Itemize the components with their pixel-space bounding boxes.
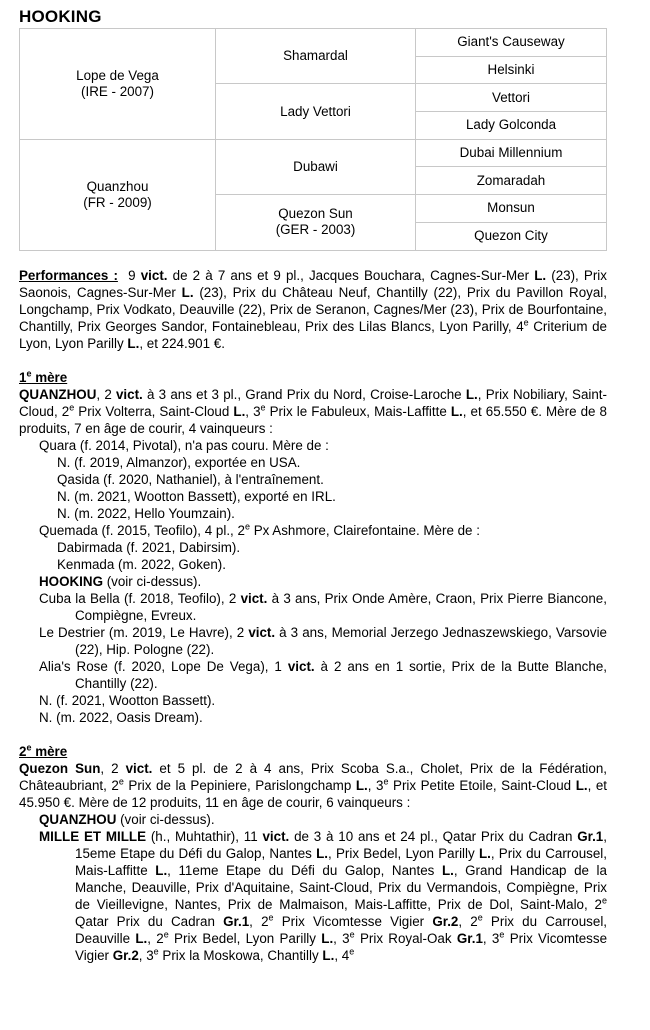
- performances-heading: Performances :: [19, 267, 118, 283]
- ordinal-sup: e: [349, 929, 355, 940]
- m2-t6: , et 45.950 €. Mère de 12 produits, 11 en âge de courir, 6 vainqueurs :: [19, 777, 608, 810]
- dam-name-bold: Quezon Sun: [19, 760, 101, 776]
- m1-t6: Prix le Fabuleux, Mais-Laffitte: [265, 403, 451, 419]
- ordinal-sup: e: [153, 946, 159, 957]
- m2-t1: , 2: [100, 760, 126, 776]
- m1-t7: , et 65.550 €. Mère de 8 produits, 7 en âge de courir, 4 vainqueurs :: [19, 403, 607, 436]
- mille-q: , 3: [482, 930, 500, 946]
- grand-produce-1: N. (f. 2019, Almanzor), exportée en USA.: [57, 454, 301, 470]
- quemada-b: Px Ashmore, Clairefontaine. Mère de :: [249, 522, 480, 538]
- dam-dam-info: (GER - 2003): [275, 222, 356, 238]
- pedigree-dam-sire: Dubawi: [216, 139, 416, 194]
- ordinal-sup: e: [601, 895, 607, 906]
- pedigree-dss: Dubai Millennium: [416, 139, 607, 167]
- pedigree-sire-sire: Shamardal: [216, 29, 416, 84]
- sire-info: (IRE - 2007): [81, 83, 154, 99]
- destrier-b: à 3 ans, Memorial Jerzego Jednaszewskiego, Varsovie (22), Hip. Pologne (22).: [75, 624, 607, 657]
- first-dam-section: [19, 369, 607, 726]
- mille-e: , Prix du Carrousel, Mais-Laffitte: [75, 845, 607, 878]
- produce-alia: [19, 658, 607, 692]
- mille-l: Prix du Carrousel, Deauville: [75, 913, 608, 946]
- produce-quara: Quara (f. 2014, Pivotal), n'a pas couru. Mère de :: [39, 437, 329, 453]
- h-rest: mère: [31, 743, 68, 759]
- performances-text: [19, 267, 607, 352]
- listed-mark: L.: [322, 947, 335, 963]
- m2-t2: et 5 pl. de 2 à 4 ans, Prix Scoba S.a., Cholet, Prix de la Fédération, Châteaubriant, 2: [19, 760, 608, 793]
- quanzhou-rest: (voir ci-dessus).: [116, 811, 215, 827]
- grand-produce-5: Dabirmada (f. 2021, Dabirsim).: [57, 539, 241, 555]
- dam-info: (FR - 2009): [83, 194, 152, 210]
- mille-s: , 3: [138, 947, 154, 963]
- vict-label: vict.: [140, 267, 168, 283]
- produce-n2021: N. (f. 2021, Wootton Bassett).: [39, 692, 216, 708]
- hooking-name: HOOKING: [39, 573, 103, 589]
- mille-h: Qatar Prix du Cadran: [75, 913, 224, 929]
- ordinal-sup: e: [118, 776, 124, 787]
- dam-name: Quanzhou: [86, 178, 149, 194]
- perf-t1: de 2 à 7 ans et 9 pl., Jacques Bouchara, Cagnes-Sur-Mer: [167, 267, 535, 283]
- h-num: 1: [19, 369, 27, 385]
- listed-mark: L.: [135, 930, 148, 946]
- group-mark: Gr.1: [223, 913, 250, 929]
- m2-t3: Prix de la Pepiniere, Parislongchamp: [123, 777, 356, 793]
- horse-title: HOOKING: [19, 7, 102, 26]
- listed-mark: L.: [534, 267, 547, 283]
- ordinal-sup: e: [163, 929, 169, 940]
- listed-mark: L.: [181, 284, 194, 300]
- listed-mark: L.: [355, 777, 368, 793]
- grand-produce-3: N. (m. 2021, Wootton Bassett), exporté en IRL.: [57, 488, 336, 504]
- vict-label: vict.: [262, 828, 290, 844]
- produce-cuba: [19, 590, 607, 624]
- quemada-a: Quemada (f. 2015, Teofilo), 4 pl., 2: [39, 522, 245, 538]
- m2-t4: , 3: [367, 777, 384, 793]
- listed-mark: L.: [155, 862, 168, 878]
- ordinal-sup: e: [69, 402, 75, 413]
- produce-hooking: [19, 573, 607, 590]
- pedigree-table: [19, 28, 607, 251]
- mille-c: , 15eme Etape du Défi du Galop, Nantes: [75, 828, 607, 861]
- mille-r: Prix Vicomtesse Vigier: [75, 930, 608, 963]
- produce-destrier: [19, 624, 607, 658]
- group-mark: Gr.1: [456, 930, 483, 946]
- pedigree-dam: [20, 139, 216, 250]
- pedigree-sire: [20, 29, 216, 140]
- mille-m: , 2: [147, 930, 164, 946]
- perf-t5: , et 224.901 €.: [139, 335, 225, 351]
- vict-label: vict.: [248, 624, 276, 640]
- mille-i: , 2: [249, 913, 269, 929]
- produce-n2022: N. (m. 2022, Oasis Dream).: [39, 709, 203, 725]
- h-sup: e: [26, 742, 32, 753]
- ordinal-sup: e: [523, 317, 529, 328]
- mille-k: , 2: [458, 913, 478, 929]
- listed-mark: L.: [233, 403, 246, 419]
- cuba-a: Cuba la Bella (f. 2018, Teofilo), 2: [39, 590, 241, 606]
- ordinal-sup: e: [477, 912, 483, 923]
- mille-j: Prix Vicomtesse Vigier: [273, 913, 433, 929]
- ordinal-sup: e: [244, 521, 250, 532]
- pedigree-sdd: Lady Golconda: [416, 112, 607, 140]
- m1-t4: Prix Volterra, Saint-Cloud: [74, 403, 234, 419]
- m2-t5: Prix Petite Etoile, Saint-Cloud: [388, 777, 576, 793]
- perf-wins: 9: [128, 267, 136, 283]
- destrier-a: Le Destrier (m. 2019, Le Havre), 2: [39, 624, 249, 640]
- ordinal-sup: e: [499, 929, 505, 940]
- ordinal-sup: e: [349, 946, 355, 957]
- listed-mark: L.: [321, 930, 334, 946]
- sire-name: Lope de Vega: [76, 67, 159, 83]
- ordinal-sup: e: [268, 912, 274, 923]
- performances-section: [19, 267, 607, 352]
- mille-name: MILLE ET MILLE: [39, 828, 147, 844]
- pedigree-sss: Giant's Causeway: [416, 29, 607, 57]
- perf-t3: (23), Prix du Château Neuf, Chantilly (22), Prix du Pavillon Royal, Longchamp, Prix Vodkato, Deauville (22), Prix de Seranon, Cagnes/Mer (23), Prix de Bourfontaine, Chantilly, Prix Georges Sandor, Fontainebleau, Prix des Lilas Blancs, Lyon Parilly, 4: [19, 284, 607, 334]
- mille-o: , 3: [333, 930, 350, 946]
- listed-mark: L.: [441, 862, 454, 878]
- listed-mark: L.: [465, 386, 478, 402]
- produce-quanzhou: [19, 811, 607, 828]
- mille-d: , Prix Bedel, Lyon Parilly: [328, 845, 479, 861]
- dam-name-bold: QUANZHOU: [19, 386, 97, 402]
- mille-g: , Grand Handicap de la Manche, Deauville, Prix d'Aquitaine, Saint-Cloud, Prix du Vermandois, Compiègne, Prix de Vieillevigne, Nantes, Prix de Malmaison, Mais-Laffitte, Prix de Dol, Saint-Malo, 2: [75, 862, 607, 912]
- produce-quemada: [19, 522, 607, 539]
- mille-u: , 4: [334, 947, 350, 963]
- mille-a: (h., Muhtathir), 11: [146, 828, 263, 844]
- h-rest: mère: [31, 369, 68, 385]
- dam-dam-name: Quezon Sun: [278, 206, 353, 222]
- alia-a: Alia's Rose (f. 2020, Lope De Vega), 1: [39, 658, 288, 674]
- vict-label: vict.: [287, 658, 315, 674]
- grand-produce-4: N. (m. 2022, Hello Youmzain).: [57, 505, 235, 521]
- pedigree-dds: Monsun: [416, 195, 607, 223]
- ordinal-sup: e: [383, 776, 389, 787]
- listed-mark: L.: [478, 845, 491, 861]
- ordinal-sup: e: [260, 402, 266, 413]
- group-mark: Gr.2: [112, 947, 139, 963]
- first-dam-heading: [19, 369, 607, 386]
- pedigree-sds: Vettori: [416, 84, 607, 112]
- pedigree-ddd: Quezon City: [416, 222, 607, 250]
- document-page: [19, 6, 607, 964]
- second-dam-section: [19, 743, 607, 964]
- pedigree-ssd: Helsinki: [416, 56, 607, 84]
- vict-label: vict.: [125, 760, 153, 776]
- m1-t5: , 3: [245, 403, 261, 419]
- h-sup: e: [26, 368, 32, 379]
- grand-produce-6: Kenmada (m. 2022, Goken).: [57, 556, 226, 572]
- m1-t3: , Prix Nobiliary, Saint-Cloud, 2: [19, 386, 607, 419]
- mille-p: Prix Royal-Oak: [354, 930, 457, 946]
- hooking-rest: (voir ci-dessus).: [102, 573, 202, 589]
- alia-b: à 2 ans en 1 sortie, Prix de la Butte Blanche, Chantilly (22).: [75, 658, 607, 691]
- grand-produce-2: Qasida (f. 2020, Nathaniel), à l'entraînement.: [57, 471, 324, 487]
- listed-mark: L.: [450, 403, 463, 419]
- vict-label: vict.: [115, 386, 143, 402]
- first-dam-text: [19, 386, 607, 437]
- perf-t4: Criterium de Lyon, Lyon Parilly: [19, 318, 607, 351]
- m1-t1: , 2: [96, 386, 116, 402]
- cuba-b: à 3 ans, Prix Onde Amère, Craon, Prix Pierre Biancone, Compiègne, Evreux.: [75, 590, 607, 623]
- group-mark: Gr.2: [432, 913, 459, 929]
- h-num: 2: [19, 743, 27, 759]
- m1-t2: à 3 ans et 3 pl., Grand Prix du Nord, Croise-Laroche: [142, 386, 466, 402]
- mille-t: Prix la Moskowa, Chantilly: [158, 947, 323, 963]
- second-dam-text: [19, 760, 607, 811]
- pedigree-sire-dam: Lady Vettori: [216, 84, 416, 139]
- listed-mark: L.: [316, 845, 328, 861]
- vict-label: vict.: [240, 590, 268, 606]
- mille-b: de 3 à 10 ans et 24 pl., Qatar Prix du Cadran: [289, 828, 578, 844]
- listed-mark: L.: [127, 335, 140, 351]
- pedigree-dsd: Zomaradah: [416, 167, 607, 195]
- second-dam-heading: [19, 743, 607, 760]
- listed-mark: L.: [575, 777, 588, 793]
- produce-mille: [19, 828, 607, 964]
- quanzhou-name: QUANZHOU: [39, 811, 117, 827]
- mille-f: , 11eme Etape du Défi du Galop, Nantes: [167, 862, 442, 878]
- mille-n: Prix Bedel, Lyon Parilly: [168, 930, 322, 946]
- perf-t2: (23), Prix Saonois, Cagnes-Sur-Mer: [19, 267, 607, 300]
- pedigree-dam-dam: [216, 195, 416, 250]
- group-mark: Gr.1: [577, 828, 604, 844]
